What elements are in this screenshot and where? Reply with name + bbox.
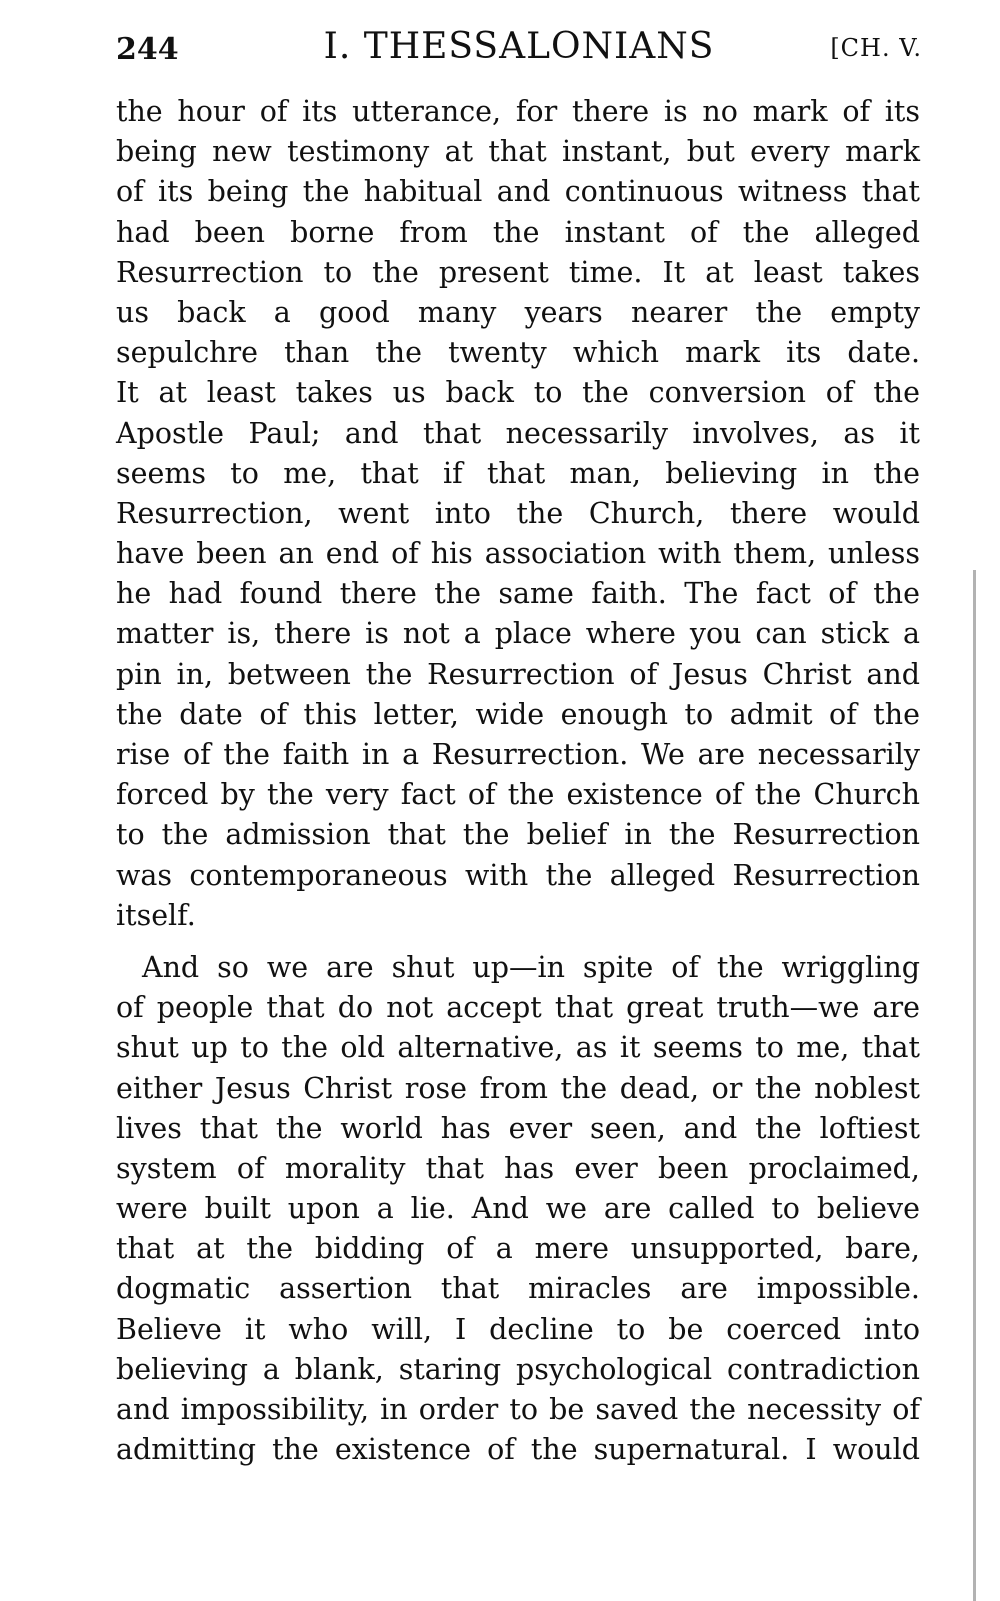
text-line: Apostle Paul; and that necessarily involves, as it xyxy=(116,416,920,450)
text-line: matter is, there is not a place where you can stick a xyxy=(116,617,920,651)
text-line: was contemporaneous with the alleged Resurrection xyxy=(116,858,920,892)
text-line: either Jesus Christ rose from the dead, or the noblest xyxy=(116,1071,920,1105)
text-line: of its being the habitual and continuous witness that xyxy=(116,175,920,209)
text-line: have been an end of his association with them, unless xyxy=(116,537,920,571)
text-line: Believe it who will, I decline to be coerced into xyxy=(116,1312,920,1346)
text-line: to the admission that the belief in the Resurrection xyxy=(116,818,920,852)
text-line: itself. xyxy=(116,898,196,932)
text-line: seems to me, that if that man, believing in the xyxy=(116,456,920,490)
paragraph-gap xyxy=(116,936,920,948)
text-line: shut up to the old alternative, as it seems to me, that xyxy=(116,1031,920,1065)
chapter-reference: [CH. V. xyxy=(830,34,922,62)
text-line: and impossibility, in order to be saved the necessity of xyxy=(116,1393,920,1426)
running-title: I. THESSALONIANS xyxy=(323,26,715,67)
text-line: of people that do not accept that great truth—we are xyxy=(116,991,920,1025)
paragraph xyxy=(116,948,920,1470)
page-header xyxy=(116,26,922,76)
text-line: dogmatic assertion that miracles are impossible. xyxy=(116,1272,920,1306)
text-line: Resurrection, went into the Church, there would xyxy=(116,496,920,530)
text-line: were built upon a lie. And we are called to believe xyxy=(116,1192,920,1226)
text-line: admitting the existence of the supernatural. I would xyxy=(116,1433,920,1467)
text-line: forced by the very fact of the existence of the Church xyxy=(116,778,920,812)
text-line: that at the bidding of a mere unsupported, bare, xyxy=(116,1232,920,1266)
text-line: being new testimony at that instant, but every mark xyxy=(116,135,920,169)
text-line: sepulchre than the twenty which mark its date. xyxy=(116,336,920,370)
text-line: the hour of its utterance, for there is no mark of its xyxy=(116,95,920,128)
text-line: us back a good many years nearer the empty xyxy=(116,295,920,329)
text-line: pin in, between the Resurrection of Jesus Christ and xyxy=(116,657,920,691)
text-line: believing a blank, staring psychological contradiction xyxy=(116,1352,920,1386)
text-line: rise of the faith in a Resurrection. We are necessarily xyxy=(116,738,920,771)
page-number: 244 xyxy=(116,32,179,67)
text-line: lives that the world has ever seen, and the loftiest xyxy=(116,1111,920,1145)
text-line: And so we are shut up—in spite of the wriggling xyxy=(142,950,920,984)
paragraph xyxy=(116,92,920,936)
page-edge-shadow xyxy=(973,570,976,1601)
paragraphs xyxy=(116,92,920,1470)
text-line: Resurrection to the present time. It at least takes xyxy=(116,255,920,289)
text-line: system of morality that has ever been proclaimed, xyxy=(116,1151,920,1185)
text-line: the date of this letter, wide enough to admit of the xyxy=(116,697,920,731)
text-line: he had found there the same faith. The fact of the xyxy=(116,577,920,611)
body-text xyxy=(116,92,920,1470)
text-line: had been borne from the instant of the alleged xyxy=(116,215,920,249)
text-line: It at least takes us back to the conversion of the xyxy=(116,376,920,410)
